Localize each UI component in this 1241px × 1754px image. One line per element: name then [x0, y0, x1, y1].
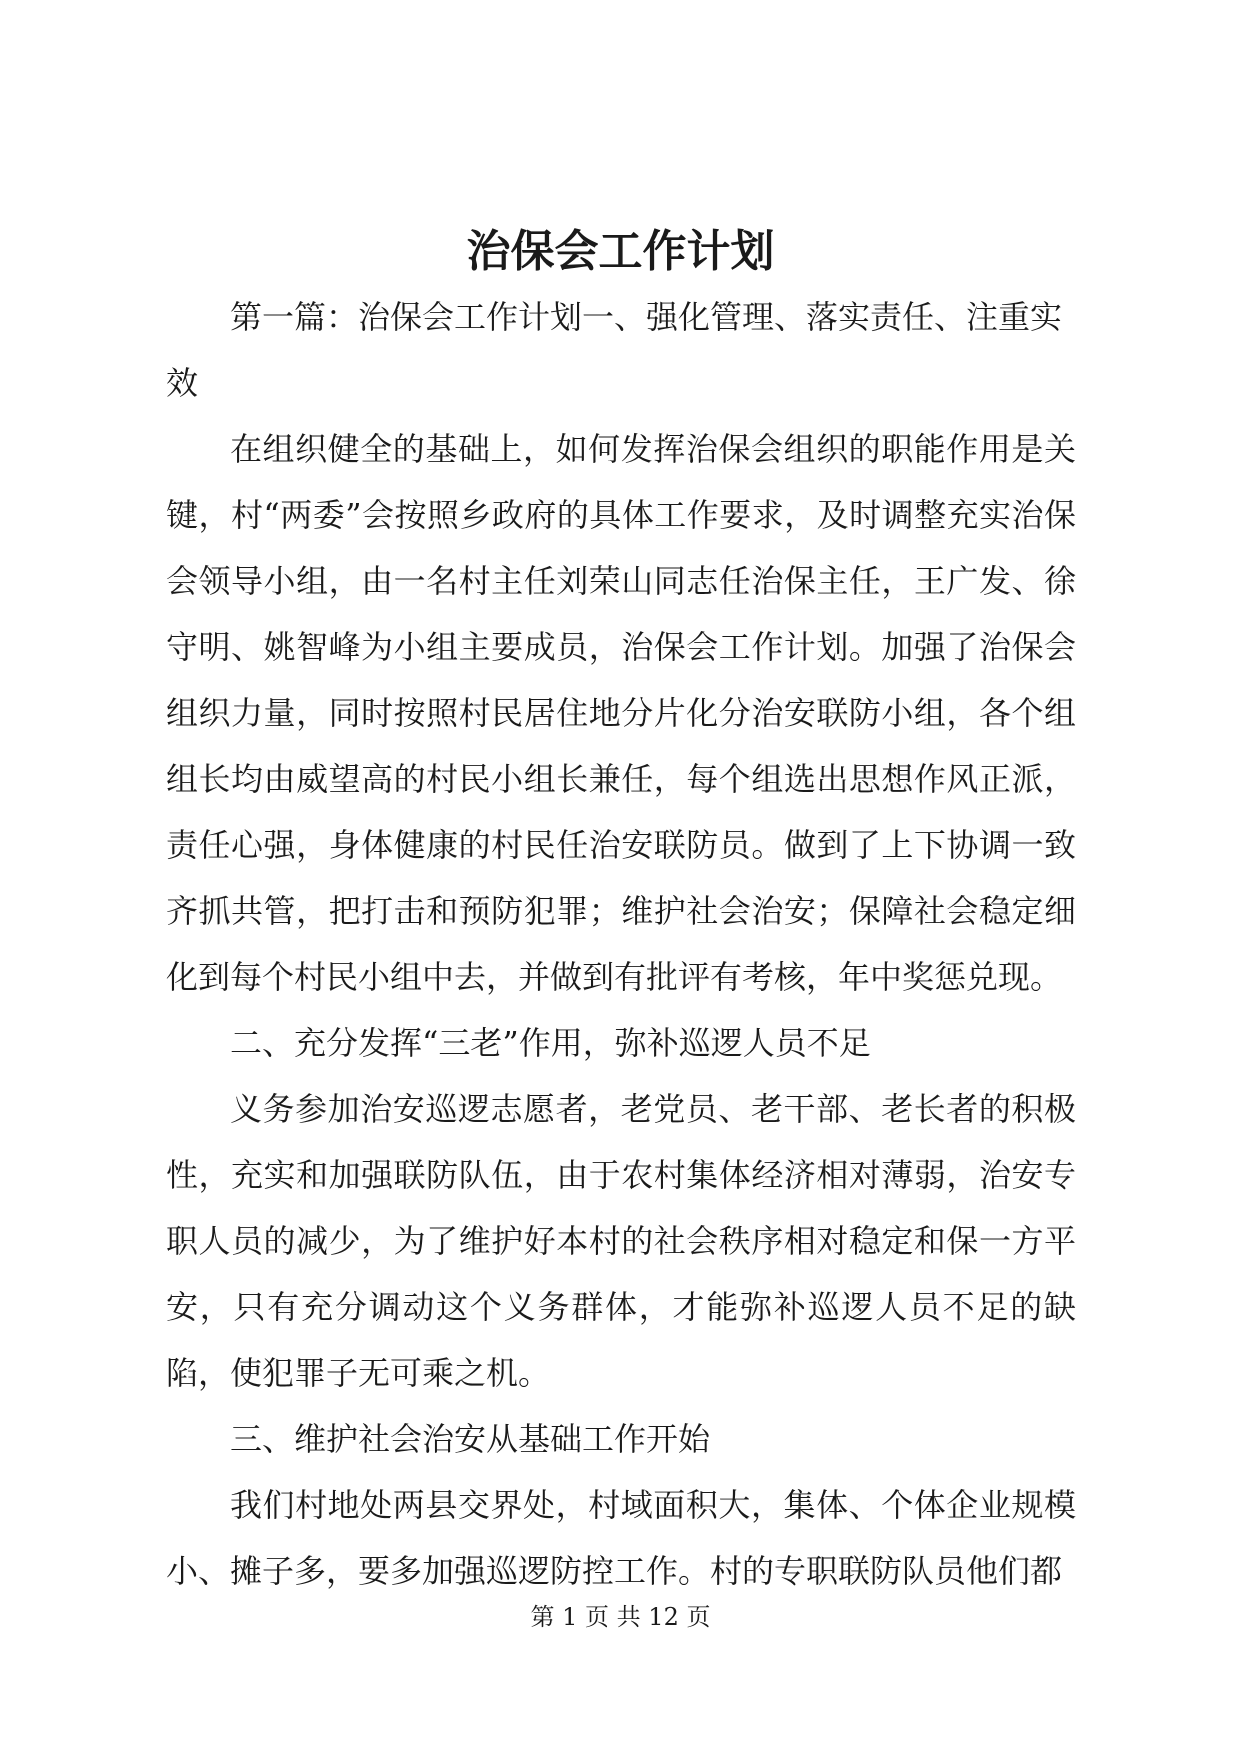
body-paragraph-1: 在组织健全的基础上，如何发挥治保会组织的职能作用是关键，村“两委”会按照乡政府的具体工作要求，及时调整充实治保会领导小组，由一名村主任刘荣山同志任治保主任，王广发、徐守明、姚智峰为小组主要成员，治保会工作计划。加强了治保会组织力量，同时按照村民居住地分片化分治安联防小组，各个组组长均由威望高的村民小组长兼任，每个组选出思想作风正派，责任心强，身体健康的村民任治安联防员。做到了上下协调一致齐抓共管，把打击和预防犯罪；维护社会治安；保障社会稳定细化到每个村民小组中去，并做到有批评有考核，年中奖惩兑现。: [166, 430, 1076, 996]
body-paragraph-2: 义务参加治安巡逻志愿者，老党员、老干部、老长者的积极性，充实和加强联防队伍，由于农村集体经济相对薄弱，治安专职人员的减少，为了维护好本村的社会秩序相对稳定和保一方平安，只有充分调动这个义务群体，才能弥补巡逻人员不足的缺陷，使犯罪子无可乘之机。: [166, 1090, 1076, 1392]
document-body: [166, 284, 1076, 1604]
body-paragraph-3: 我们村地处两县交界处，村域面积大，集体、个体企业规模小、摊子多，要多加强巡逻防控工作。村的专职联防队员他们都: [166, 1486, 1076, 1590]
document-title: 治保会工作计划: [466, 226, 775, 277]
section-heading-3: 三、维护社会治安从基础工作开始: [230, 1420, 711, 1458]
page-footer: 第 1 页 共 12 页: [530, 1603, 711, 1631]
section-heading-1: 第一篇：治保会工作计划一、强化管理、落实责任、注重实效: [166, 298, 1063, 402]
section-heading-2: 二、充分发挥“三老”作用，弥补巡逻人员不足: [230, 1024, 871, 1062]
